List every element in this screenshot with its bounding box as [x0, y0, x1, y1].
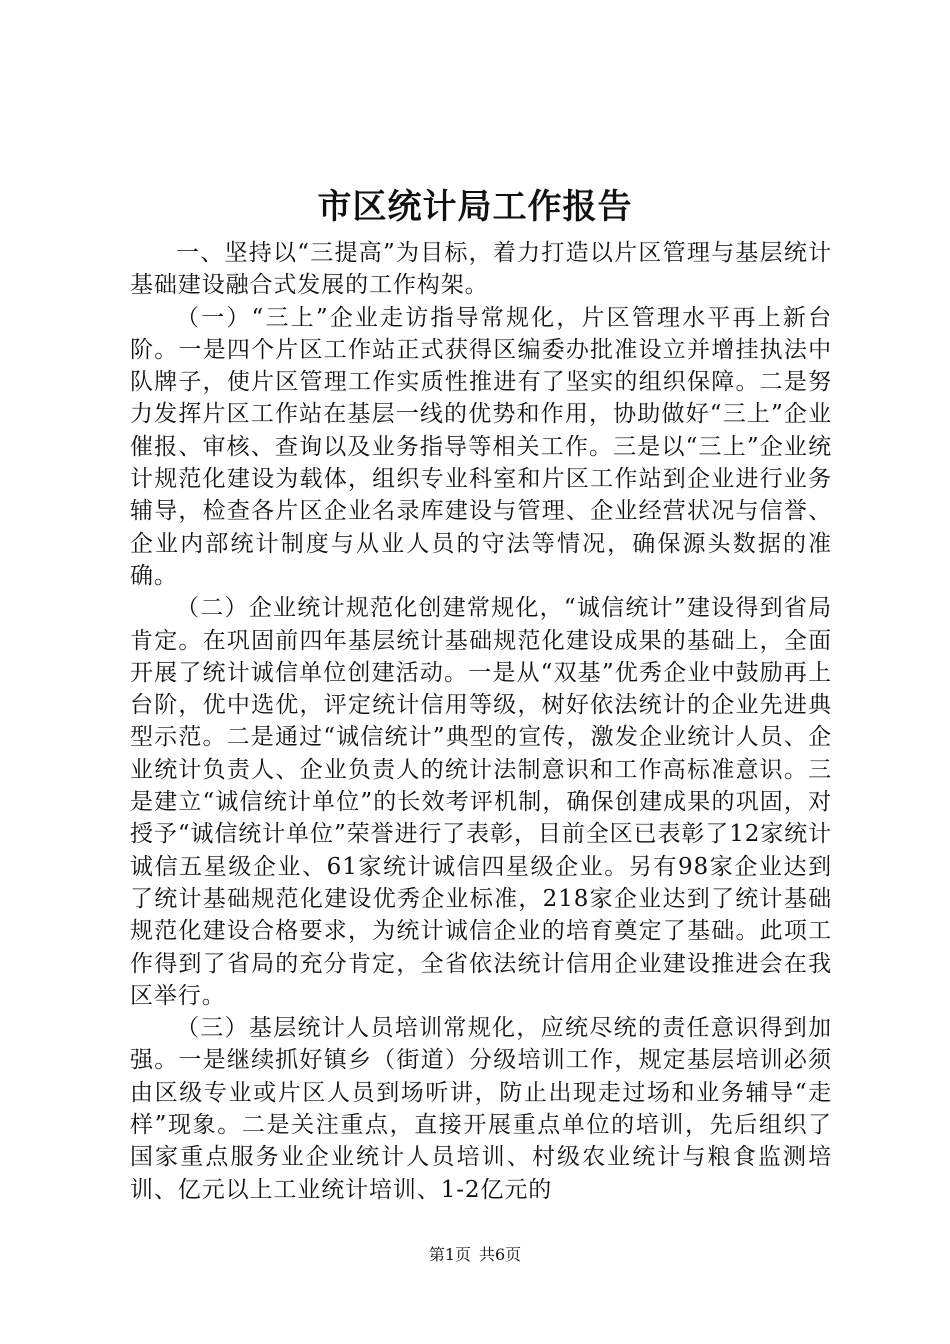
page-total: 共6页: [479, 1245, 522, 1264]
paragraph-4: （三）基层统计人员培训常规化，应统尽统的责任意识得到加强。一是继续抓好镇乡（街道）分级培训工作，规定基层培训必须由区级专业或片区人员到场听讲，防止出现走过场和业务辅导“走样”现象。二是关注重点，直接开展重点单位的培训，先后组织了国家重点服务业企业统计人员培训、村级农业统计与粮食监测培训、亿元以上工业统计培训、1-2亿元的: [130, 1015, 832, 1203]
paragraph-3: （二）企业统计规范化创建常规化，“诚信统计”建设得到省局肯定。在巩固前四年基层统计基础规范化建设成果的基础上，全面开展了统计诚信单位创建活动。一是从“双基”优秀企业中鼓励再上台阶，优中选优，评定统计信用等级，树好依法统计的企业先进典型示范。二是通过“诚信统计”典型的宣传，激发企业统计人员、企业统计负责人、企业负责人的统计法制意识和工作高标准意识。三是建立“诚信统计单位”的长效考评机制，确保创建成果的巩固，对授予“诚信统计单位”荣誉进行了表彰，目前全区已表彰了12家统计诚信五星级企业、61家统计诚信四星级企业。另有98家企业达到了统计基础规范化建设优秀企业标准，218家企业达到了统计基础规范化建设合格要求，为统计诚信企业的培育奠定了基础。此项工作得到了省局的充分肯定，全省依法统计信用企业建设推进会在我区举行。: [130, 595, 832, 1009]
page-footer: [0, 1244, 950, 1266]
paragraph-2: （一）“三上”企业走访指导常规化，片区管理水平再上新台阶。一是四个片区工作站正式获得区编委办批准设立并增挂执法中队牌子，使片区管理工作实质性推进有了坚实的组织保障。二是努力发挥片区工作站在基层一线的优势和作用，协助做好“三上”企业催报、审核、查询以及业务指导等相关工作。三是以“三上”企业统计规范化建设为载体，组织专业科室和片区工作站到企业进行业务辅导，检查各片区企业名录库建设与管理、企业经营状况与信誉、企业内部统计制度与从业人员的守法等情况，确保源头数据的准确。: [130, 304, 832, 589]
page-number: 第1页: [428, 1245, 471, 1264]
document-title: 市区统计局工作报告: [317, 187, 633, 227]
document-body: [130, 237, 832, 1206]
paragraph-1: 一、坚持以“三提高”为目标，着力打造以片区管理与基层统计基础建设融合式发展的工作构架。: [130, 240, 832, 299]
